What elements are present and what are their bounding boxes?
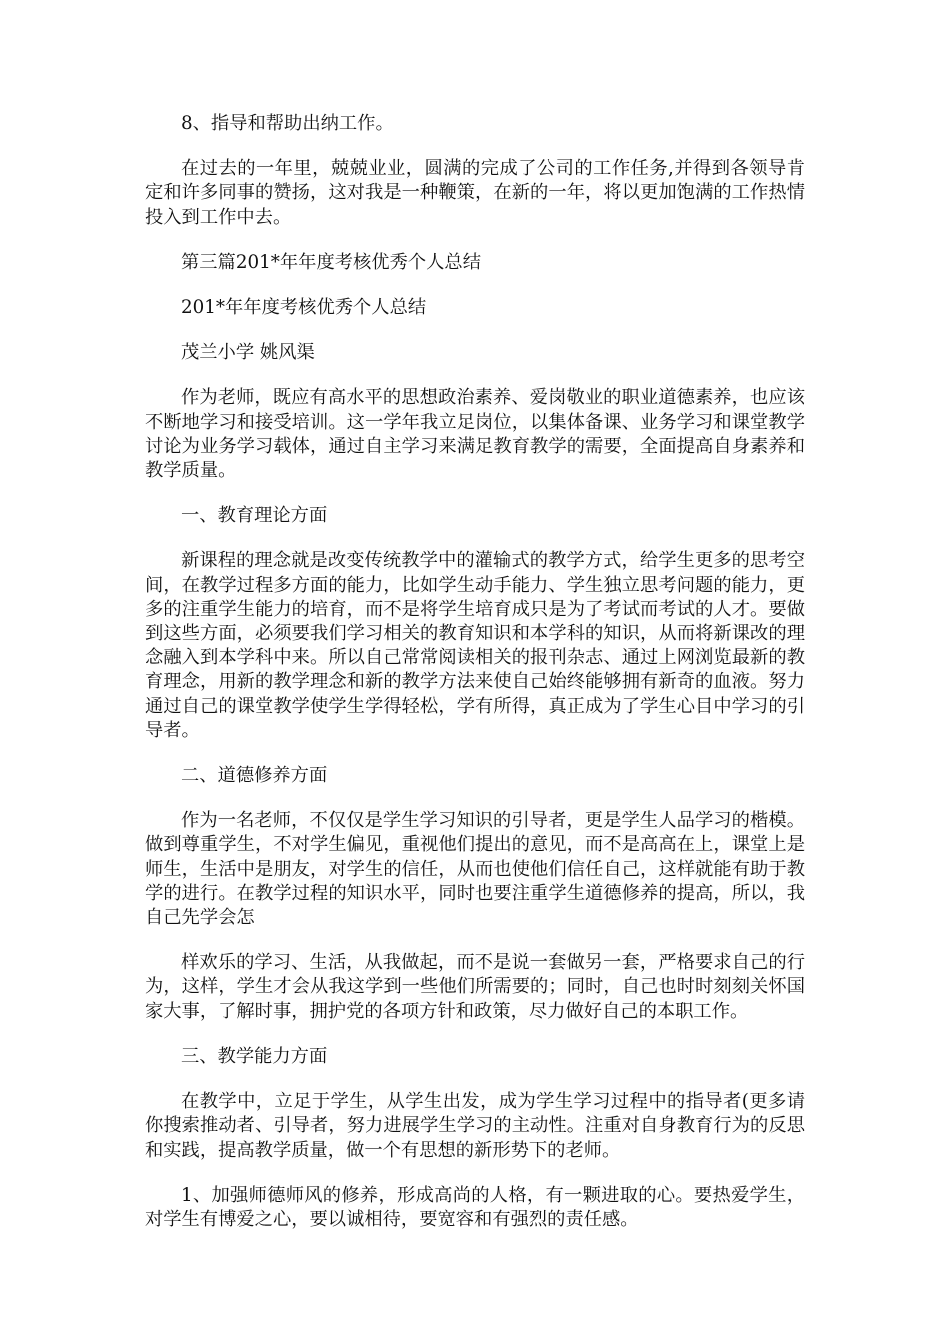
heading-moral-cultivation: 二、道德修养方面 <box>181 765 328 787</box>
document-title: 201*年年度考核优秀个人总结 <box>181 297 427 319</box>
author-line: 茂兰小学 姚风渠 <box>181 342 315 364</box>
paragraph-intro: 作为老师，既应有高水平的思想政治素养、爱岗敬业的职业道德素养，也应该不断地学习和接受培训。这一学年我立足岗位，以集体备课、业务学习和课堂教学讨论为业务学习载体，通过自主学习来满足教育教学的需要，全面提高自身素养和教学质量。 <box>145 387 805 482</box>
heading-education-theory: 一、教育理论方面 <box>181 505 328 527</box>
paragraph-item-1: 1、加强师德师风的修养，形成高尚的人格，有一颗进取的心。要热爱学生，对学生有博爱之心，要以诚相待，要宽容和有强烈的责任感。 <box>145 1184 805 1230</box>
paragraph-item-8: 8、指导和帮助出纳工作。 <box>181 113 394 134</box>
paragraph-teaching-ability: 在教学中，立足于学生，从学生出发，成为学生学习过程中的指导者(更多请你搜索推动者、引导者，努力进展学生学习的主动性。注重对自身教育行为的反思和实践，提高教学质量，做一个有思想的新形势下的老师。 <box>145 1091 805 1161</box>
section-title-part-3: 第三篇201*年年度考核优秀个人总结 <box>181 251 481 273</box>
paragraph-education-theory: 新课程的理念就是改变传统教学中的灌输式的教学方式，给学生更多的思考空间，在教学过程多方面的能力，比如学生动手能力、学生独立思考问题的能力，更多的注重学生能力的培育，而不是将学生培育成只是为了考试而考试的人才。要做到这些方面，必须要我们学习相关的教育知识和本学科的知识，从而将新课改的理念融入到本学科中来。所以自己常常阅读相关的报刊杂志、通过上网浏览最新的教育理念，用新的教学理念和新的教学方法来使自己始终能够拥有新奇的血液。努力通过自己的课堂教学使学生学得轻松，学有所得，真正成为了学生心目中学习的引导者。 <box>145 550 805 741</box>
paragraph-year-summary: 在过去的一年里，兢兢业业，圆满的完成了公司的工作任务,并得到各领导肯定和许多同事的赞扬，这对我是一种鞭策，在新的一年，将以更加饱满的工作热情投入到工作中去。 <box>145 158 805 228</box>
paragraph-moral-cultivation-1: 作为一名老师，不仅仅是学生学习知识的引导者，更是学生人品学习的楷模。做到尊重学生，不对学生偏见，重视他们提出的意见，而不是高高在上，课堂上是师生，生活中是朋友，对学生的信任，从而也使他们信任自己，这样就能有助于教学的进行。在教学过程的知识水平，同时也要注重学生道德修养的提高，所以，我自己先学会怎 <box>145 810 805 929</box>
document-body <box>145 112 805 1253</box>
paragraph-moral-cultivation-2: 样欢乐的学习、生活，从我做起，而不是说一套做另一套，严格要求自己的行为，这样，学生才会从我这学到一些他们所需要的；同时，自己也时时刻刻关怀国家大事，了解时事，拥护党的各项方针和政策，尽力做好自己的本职工作。 <box>145 952 805 1022</box>
heading-teaching-ability: 三、教学能力方面 <box>181 1045 328 1067</box>
